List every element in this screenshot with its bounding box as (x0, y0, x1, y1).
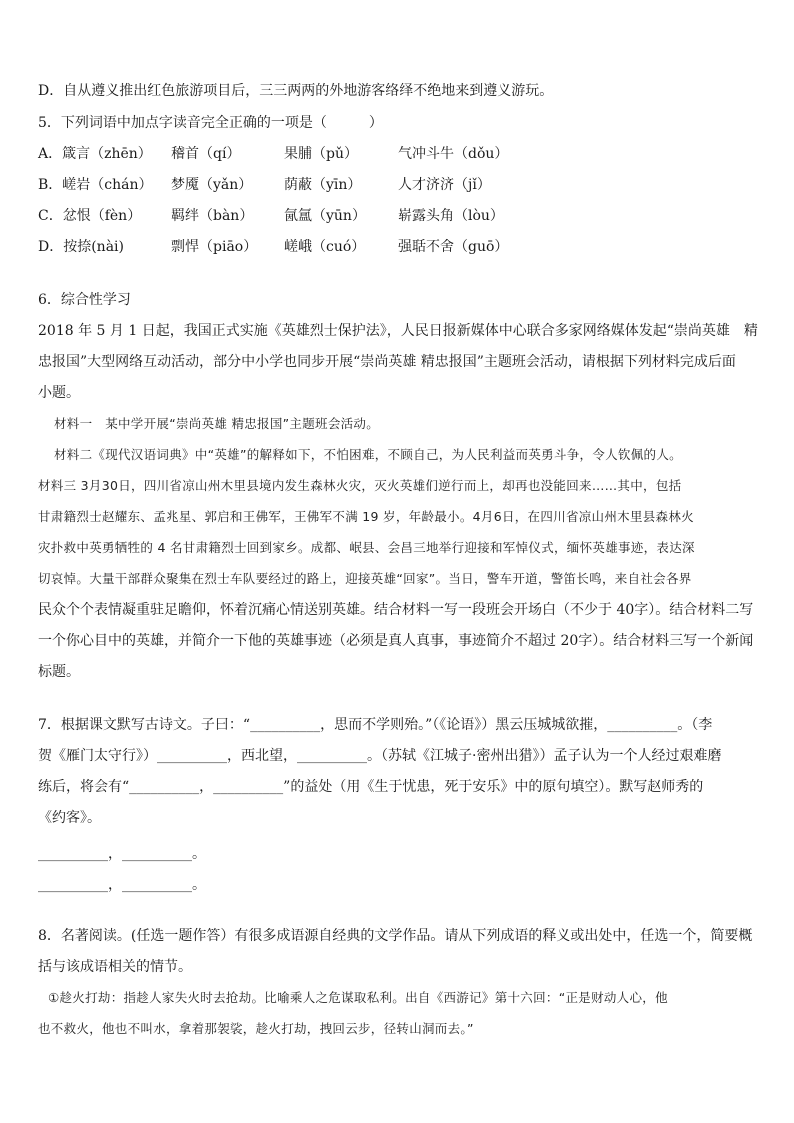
q7-line-1: 7．根据课文默写古诗文。子曰：“__________，思而不学则殆。”（《论语》）黑云压城城欲摧，__________。（李 (38, 717, 713, 733)
q5-option-c (38, 206, 760, 226)
q7-line-3: 练后，将会有“__________，__________”的益处（用《生于忧患，死于安乐》中的原句填空）。默写赵师秀的 (38, 779, 704, 795)
q6-material-line-1: 材料一 某中学开展“崇尚英雄 精忠报国”主题班会活动。 (54, 416, 380, 431)
q5-option-d (38, 237, 760, 257)
q6-title: 6．综合性学习 (38, 292, 131, 308)
q5-b-1: B．嵯岩（chán） (38, 177, 153, 193)
q5-d-2: 剽悍（piāo） (171, 239, 258, 255)
q7-blank-line-2: __________，__________。 (38, 877, 206, 893)
q6-task-line-1: 民众个个表情凝重驻足瞻仰，怀着沉痛心情送别英雄。结合材料一写一段班会开场白（不少于 40字）。结合材料二写 (38, 602, 754, 618)
q5-a-4: 气冲斗牛（dǒu） (398, 146, 509, 162)
q7-blank-line-1: __________，__________。 (38, 846, 206, 862)
q5-b-3: 荫蔽（yīn） (284, 177, 362, 193)
q5-option-a (38, 144, 760, 164)
q8-line-1: 8．名著阅读。(任选一题作答）有很多成语源自经典的文学作品。请从下列成语的释义或出处中，任选一个，简要概 (38, 928, 753, 944)
q7-line-4: 《约客》。 (38, 810, 101, 826)
q5-a-2: 稽首（qí） (171, 146, 241, 162)
q5-c-4: 崭露头角（lòu） (398, 208, 504, 224)
q6-material-line-3: 材料三 3月30日，四川省凉山州木里县境内发生森林火灾，灭火英雄们逆行而上，却再也没能回来……其中，包括 (38, 478, 682, 493)
q5-a-3: 果脯（pǔ） (284, 146, 358, 162)
q5-stem: 5．下列词语中加点字读音完全正确的一项是（ ） (38, 115, 383, 131)
q5-c-3: 氤氲（yūn） (284, 208, 366, 224)
q5-b-2: 梦魇（yǎn） (171, 177, 253, 193)
q5-c-1: C．忿恨（fèn） (38, 208, 142, 224)
q6-task-line-2: 一个你心目中的英雄，并简介一下他的英雄事迹（必须是真人真事，事迹简介不超过 20字）。结合材料三写一个新闻 (38, 633, 754, 649)
q6-task-line-3: 标题。 (38, 664, 80, 680)
q6-intro-line-2: 忠报国”大型网络互动活动，部分中小学也同步开展“崇尚英雄 精忠报国”主题班会活动，请根据下列材料完成后面 (38, 354, 736, 370)
q5-b-4: 人才济济（jǐ） (398, 177, 491, 193)
q6-material-line-4: 甘肃籍烈士赵耀东、孟兆星、郭启和王佛军，王佛军不满 19 岁，年龄最小。4月6日，在四川省凉山州木里县森林火 (38, 509, 694, 524)
q8-item-line-1: ①趁火打劫：指趁人家失火时去抢劫。比喻乘人之危谋取私利。出自《西游记》第十六回：“正是财动人心，他 (48, 990, 668, 1005)
q6-intro-line-3: 小题。 (38, 385, 80, 401)
q6-intro-line-1: 2018 年 5 月 1 日起，我国正式实施《英雄烈士保护法》，人民日报新媒体中心联合多家网络媒体发起“崇尚英雄 精 (38, 323, 758, 339)
q5-d-4: 强聒不舍（guō） (398, 239, 509, 255)
q6-material-line-5: 灾扑救中英勇牺牲的 4 名甘肃籍烈士回到家乡。成都、岷县、会昌三地举行迎接和军悼仪式，缅怀英雄事迹，表达深 (38, 540, 695, 555)
q6-material-line-6: 切哀悼。大量干部群众聚集在烈士车队要经过的路上，迎接英雄“回家”。当日，警车开道，警笛长鸣，来自社会各界 (38, 571, 692, 586)
q7-line-2: 贺《雁门太守行》）__________，西北望，__________。（苏轼《江城子·密州出猎》）孟子认为一个人经过艰难磨 (38, 748, 722, 764)
q5-c-2: 羁绊（bàn） (171, 208, 254, 224)
q5-d-3: 嵯峨（cuó） (284, 239, 366, 255)
q5-d-1: D．按捺(nài) (38, 239, 124, 255)
q8-line-2: 括与该成语相关的情节。 (38, 959, 192, 975)
q8-item-line-2: 也不救火，他也不叫水，拿着那袈裟，趁火打劫，拽回云步，径转山洞而去。” (38, 1021, 474, 1036)
q4-option-d: D．自从遵义推出红色旅游项目后，三三两两的外地游客络绎不绝地来到遵义游玩。 (38, 83, 554, 99)
q5-a-1: A．箴言（zhēn） (38, 146, 152, 162)
q6-material-line-2: 材料二《现代汉语词典》中“英雄”的解释如下，不怕困难，不顾自己，为人民利益而英勇斗争，令人钦佩的人。 (54, 447, 682, 462)
q5-option-b (38, 175, 760, 195)
